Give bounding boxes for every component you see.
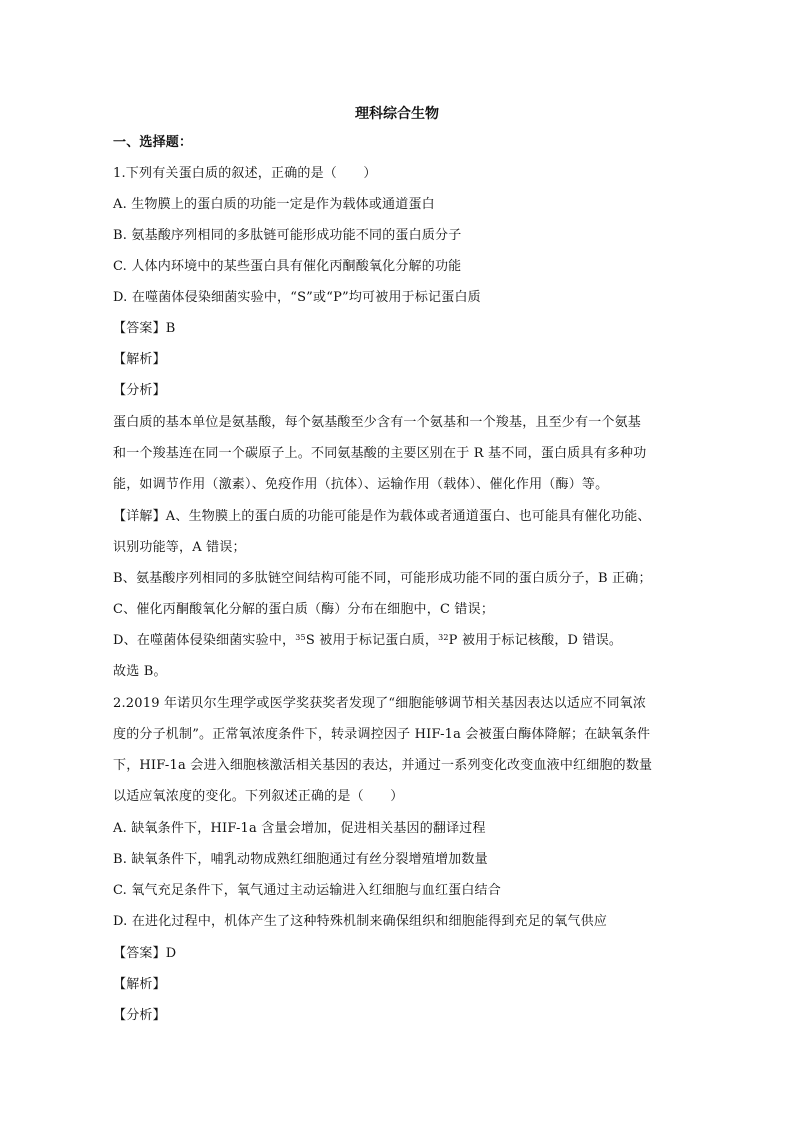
question-1-fenxi-line: 蛋白质的基本单位是氨基酸，每个氨基酸至少含有一个氨基和一个羧基，且至少有一个氨基	[113, 415, 642, 430]
question-2-fenxi-heading: 【分析】	[113, 1008, 166, 1023]
isotope-35-sup: 35	[295, 633, 306, 642]
question-2-option-b: B. 缺氧条件下，哺乳动物成熟红细胞通过有丝分裂增殖增加数量	[113, 852, 488, 867]
question-1-stem: 1.下列有关蛋白质的叙述，正确的是（ ）	[113, 166, 377, 181]
question-2-option-d: D. 在进化过程中，机体产生了这种特殊机制来确保组织和细胞能得到充足的氧气供应	[113, 914, 608, 929]
page-title: 理科综合生物	[355, 106, 439, 122]
detail-d-suffix: P 被用于标记核酸，D 错误。	[448, 633, 623, 648]
section-heading: 一、选择题：	[113, 135, 193, 150]
question-1-detail-line: C、催化丙酮酸氧化分解的蛋白质（酶）分布在细胞中，C 错误；	[113, 602, 495, 617]
question-1-fenxi-heading: 【分析】	[113, 383, 166, 398]
question-1-detail-line: 【详解】A、生物膜上的蛋白质的功能可能是作为载体或者通道蛋白、也可能具有催化功能、	[113, 509, 651, 524]
question-1-answer: 【答案】B	[113, 321, 176, 336]
question-1-analysis-heading: 【解析】	[113, 352, 166, 367]
question-1-option-a: A. 生物膜上的蛋白质的功能一定是作为载体或通道蛋白	[113, 197, 435, 212]
question-1-detail-d	[113, 631, 622, 651]
question-1-fenxi-line: 和一个羧基连在同一个碳原子上。不同氨基酸的主要区别在于 R 基不同，蛋白质具有多种功	[113, 446, 647, 461]
question-2-stem-line: 以适应氧浓度的变化。下列叙述正确的是（ ）	[113, 789, 404, 804]
question-1-option-b: B. 氨基酸序列相同的多肽链可能形成功能不同的蛋白质分子	[113, 228, 462, 243]
detail-d-mid: S 被用于标记蛋白质，	[305, 633, 439, 648]
question-2-stem-line: 2.2019 年诺贝尔生理学或医学奖获奖者发现了“细胞能够调节相关基因表达以适应不同氧浓	[113, 696, 647, 711]
question-1-option-d: D. 在噬菌体侵染细菌实验中，“S”或“P”均可被用于标记蛋白质	[113, 290, 481, 305]
question-2-option-c: C. 氧气充足条件下，氧气通过主动运输进入红细胞与血红蛋白结合	[113, 883, 501, 898]
isotope-32-sup: 32	[438, 633, 449, 642]
question-2-answer: 【答案】D	[113, 946, 177, 961]
question-2-stem-line: 下，HIF-1a 会进入细胞核激活相关基因的表达，并通过一系列变化改变血液中红细胞的数量	[113, 758, 653, 773]
question-1-conclusion: 故选 B。	[113, 664, 167, 679]
question-2-stem-line: 度的分子机制”。正常氧浓度条件下，转录调控因子 HIF-1a 会被蛋白酶体降解；在缺氧条件	[113, 727, 651, 742]
question-1-option-c: C. 人体内环境中的某些蛋白具有催化丙酮酸氧化分解的功能	[113, 259, 462, 274]
question-2-analysis-heading: 【解析】	[113, 977, 166, 992]
question-1-detail-line: B、氨基酸序列相同的多肽链空间结构可能不同，可能形成功能不同的蛋白质分子，B 正确；	[113, 571, 652, 586]
question-1-detail-line: 识别功能等，A 错误；	[113, 540, 246, 555]
question-2-option-a: A. 缺氧条件下，HIF-1a 含量会增加，促进相关基因的翻译过程	[113, 821, 486, 836]
question-1-fenxi-line: 能，如调节作用（激素）、免疫作用（抗体）、运输作用（载体）、催化作用（酶）等。	[113, 477, 609, 492]
detail-d-prefix: D、在噬菌体侵染细菌实验中，	[113, 633, 296, 648]
